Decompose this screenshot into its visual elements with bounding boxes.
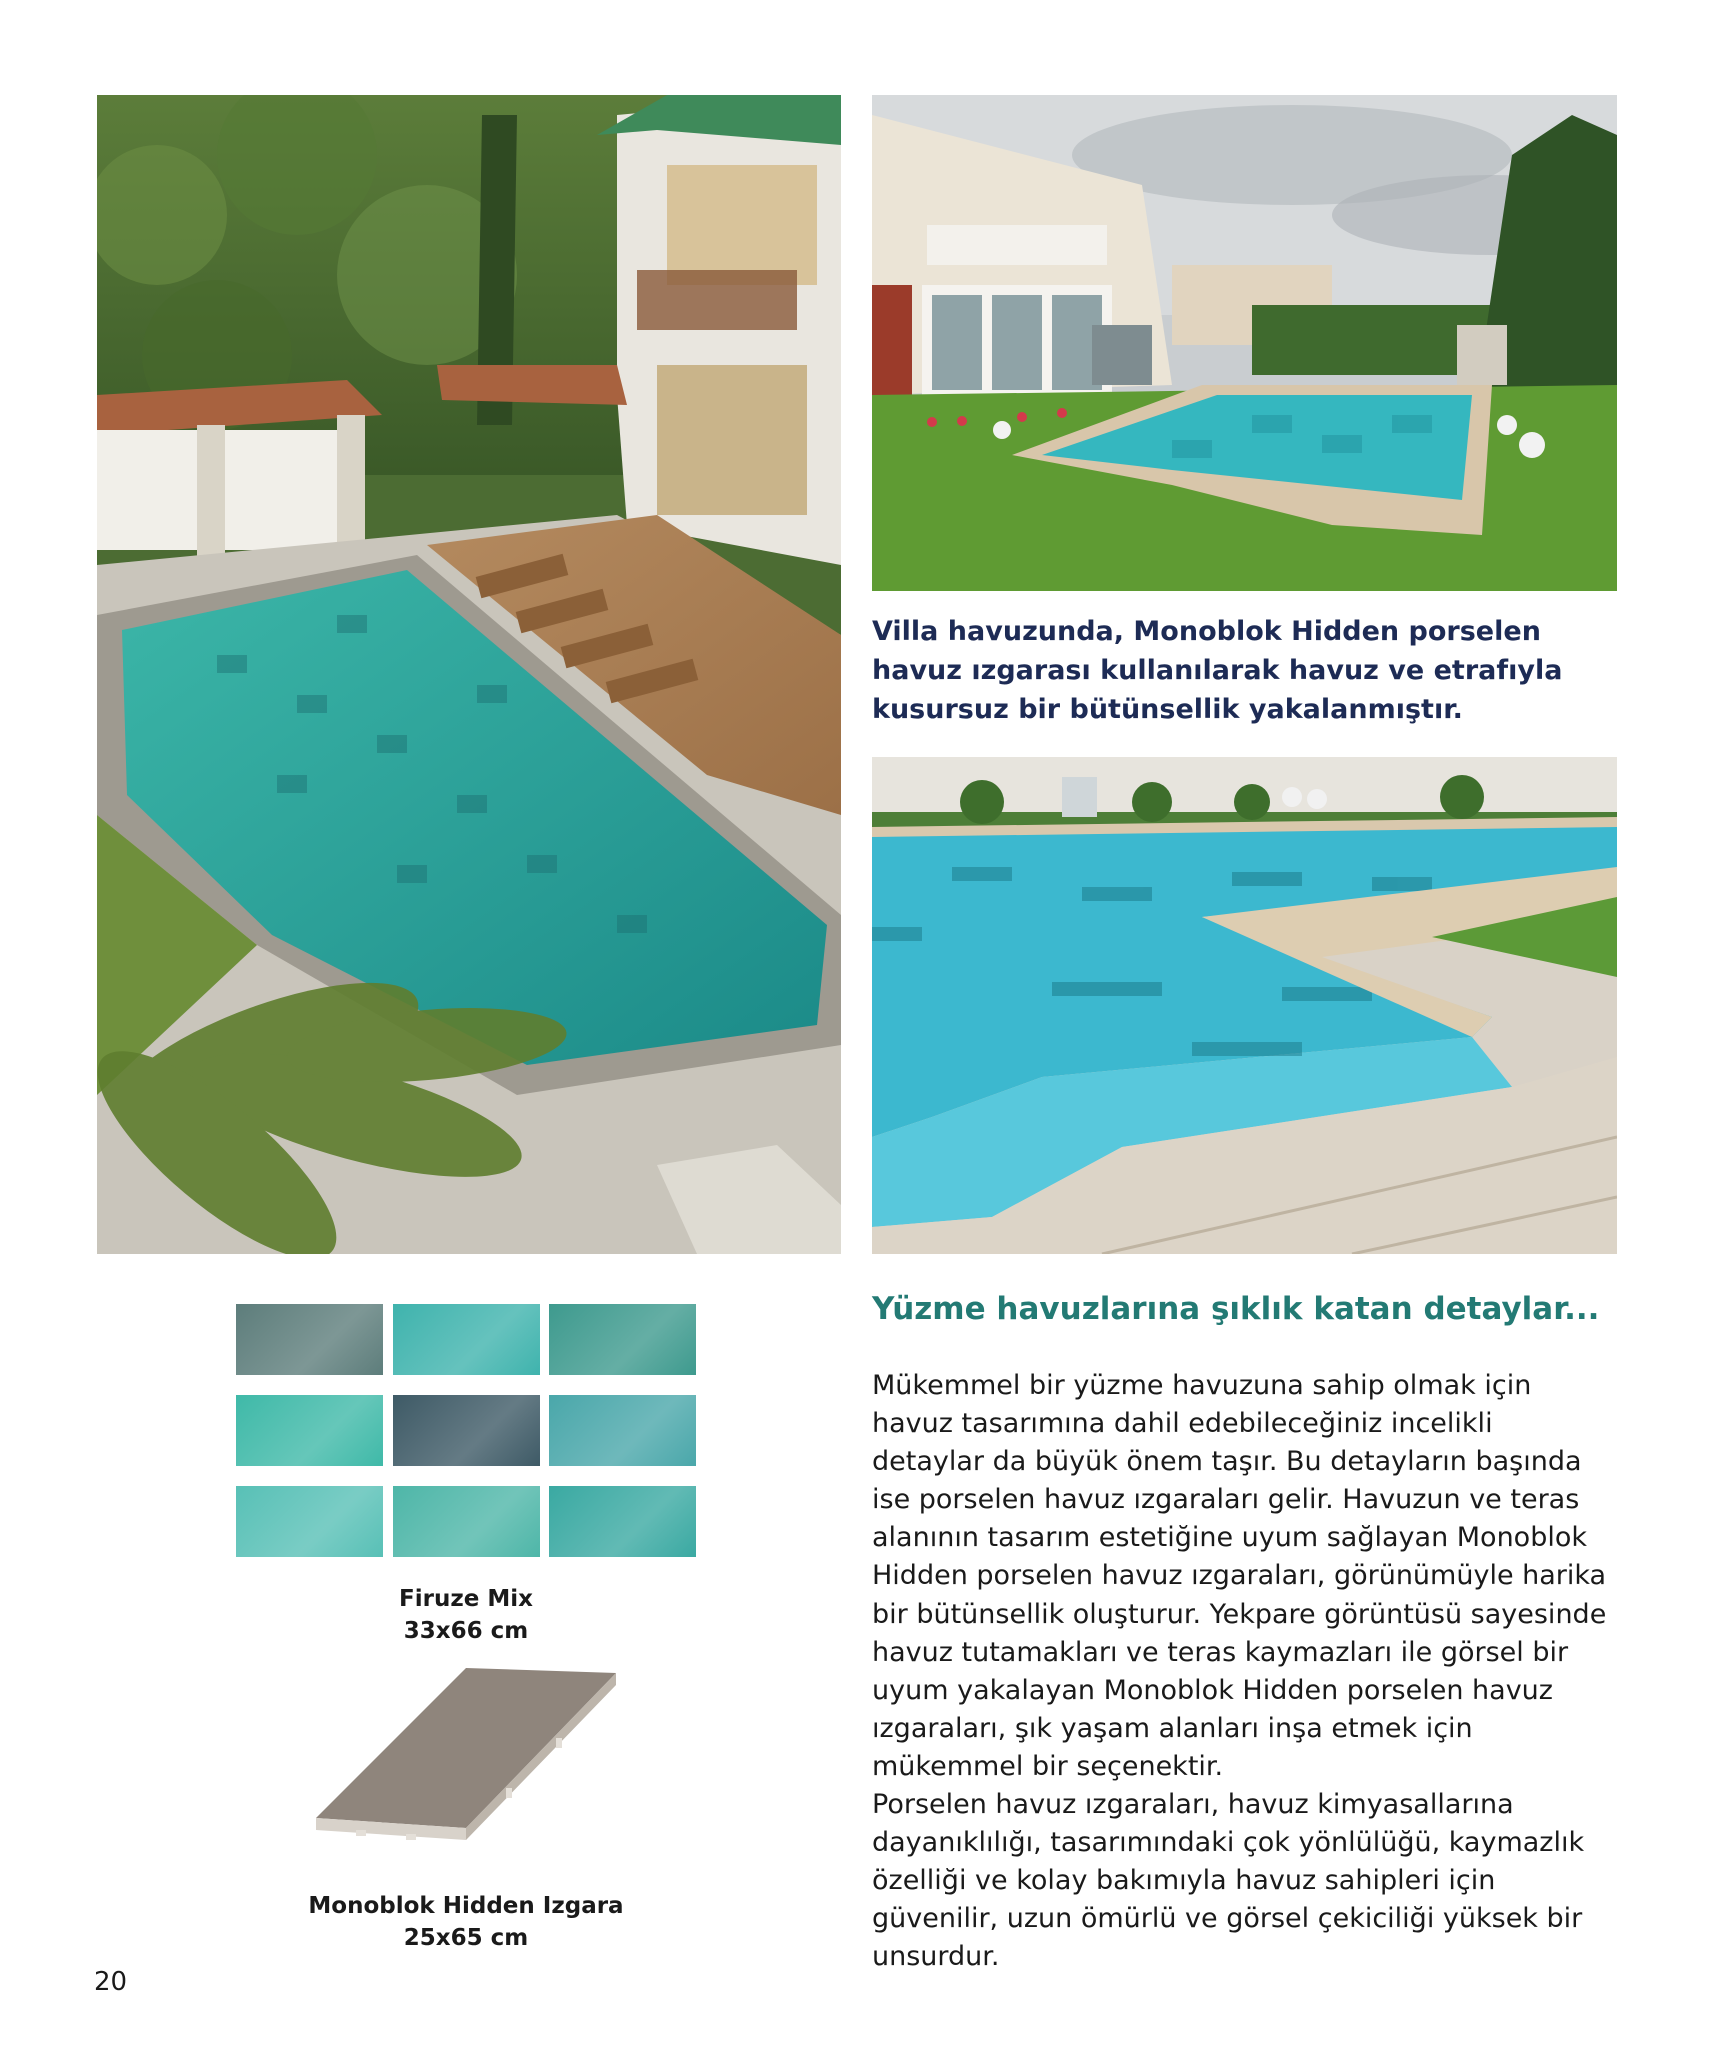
tile-swatch-grid [236, 1304, 696, 1559]
body-paragraph-1: Mükemmel bir yüzme havuzuna sahip olmak için havuz tasarımına dahil edebileceğiniz incelikli detaylar da büyük önem taşır. Bu detayların başında ise porselen havuz ızgaraları gelir. Havuzun ve teras alanının tasarım estetiğine uyum sağlayan Monoblok Hidden porselen havuz ızgaraları, görünümüyle harika bir bütünsellik oluşturur. Yekpare görüntüsü sayesinde havuz tutamakları ve teras kaymazları ile görsel bir uyum yakalayan Monoblok Hidden porselen havuz ızgaraları, şık yaşam alanları inşa etmek için mükemmel bir seçenektir. [872, 1370, 1607, 1782]
photo-caption: Villa havuzunda, Monoblok Hidden porselen havuz ızgarası kullanılarak havuz ve etrafıyla kusursuz bir bütünsellik yakalanmıştır. [872, 616, 1563, 725]
tile-swatch [549, 1395, 696, 1466]
tile-swatch [236, 1395, 383, 1466]
section-heading: Yüzme havuzlarına şıklık katan detaylar... [872, 1291, 1600, 1327]
grate-product-image [316, 1668, 616, 1868]
product-size: 33x66 cm [403, 1618, 529, 1644]
product-name: Monoblok Hidden Izgara [308, 1893, 624, 1919]
photo-villa-pool-aerial-image [97, 95, 841, 1254]
photo-villa-pool-aerial [97, 95, 841, 1254]
tile-swatch [393, 1486, 540, 1557]
photo-pool-steps-image [872, 757, 1617, 1254]
photo-villa-garden-pool-image [872, 95, 1617, 591]
product-size: 25x65 cm [403, 1925, 529, 1951]
tile-swatch [236, 1304, 383, 1375]
tile-swatch [549, 1304, 696, 1375]
tile-swatch [393, 1304, 540, 1375]
body-paragraph-2: Porselen havuz ızgaraları, havuz kimyasallarına dayanıklılığı, tasarımındaki çok yönlülüğü, kaymazlık özelliği ve kolay bakımıyla havuz sahipleri için güvenilir, uzun ömürlü ve görsel çekiciliği yüksek bir unsurdur. [872, 1789, 1585, 1973]
product-label-izgara [266, 1890, 666, 1954]
tile-swatch [393, 1395, 540, 1466]
product-name: Firuze Mix [399, 1586, 533, 1612]
body-text [872, 1367, 1612, 1977]
photo-pool-steps [872, 757, 1617, 1254]
photo-villa-garden-pool [872, 95, 1617, 591]
tile-swatch [236, 1486, 383, 1557]
product-label-firuze [316, 1583, 616, 1647]
page-number: 20 [94, 1967, 128, 1997]
grate-product-illustration [316, 1668, 616, 1868]
tile-swatch [549, 1486, 696, 1557]
